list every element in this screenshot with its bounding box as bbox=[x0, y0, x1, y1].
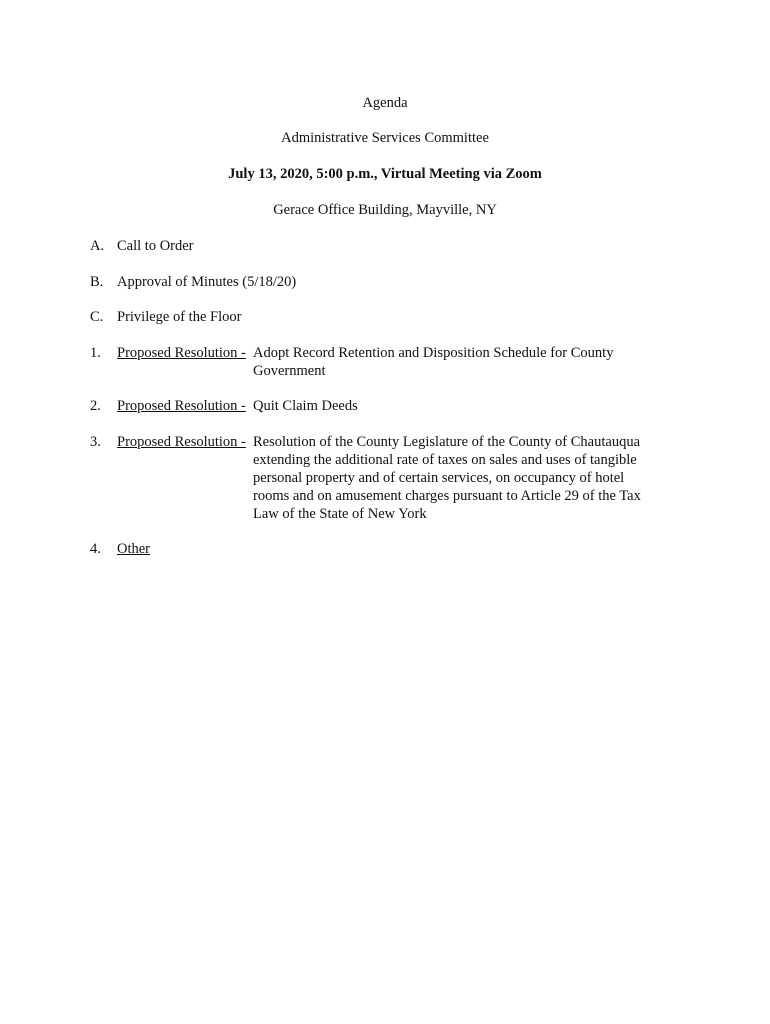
meeting-location: Gerace Office Building, Mayville, NY bbox=[273, 202, 497, 218]
resolution-prefix: Proposed Resolution - bbox=[117, 434, 246, 450]
resolution-line: Resolution of the County Legislature of the County of Chautauqua bbox=[253, 434, 641, 450]
item-marker: 3. bbox=[90, 434, 101, 450]
committee-name: Administrative Services Committee bbox=[281, 130, 489, 146]
item-marker: 1. bbox=[90, 345, 101, 361]
item-marker: 2. bbox=[90, 398, 101, 414]
resolution-prefix: Proposed Resolution - bbox=[117, 345, 246, 361]
resolution-line: Quit Claim Deeds bbox=[253, 398, 358, 414]
agenda-title: Agenda bbox=[362, 95, 408, 111]
item-text: Privilege of the Floor bbox=[117, 309, 242, 325]
resolution-prefix: Proposed Resolution - bbox=[117, 398, 246, 414]
resolution-line: personal property and of certain services, on occupancy of hotel bbox=[253, 470, 625, 486]
item-marker: 4. bbox=[90, 541, 101, 557]
resolution-line: Government bbox=[253, 363, 326, 379]
item-text: Other bbox=[117, 541, 151, 557]
resolution-line: rooms and on amusement charges pursuant to Article 29 of the Tax bbox=[253, 488, 641, 504]
item-marker: B. bbox=[90, 274, 104, 290]
resolution-description bbox=[253, 397, 673, 415]
resolution-description bbox=[253, 433, 673, 523]
item-marker: C. bbox=[90, 309, 104, 325]
resolution-line: Adopt Record Retention and Disposition Schedule for County bbox=[253, 345, 614, 361]
item-marker: A. bbox=[90, 238, 105, 254]
resolution-description bbox=[253, 344, 673, 380]
item-text: Approval of Minutes (5/18/20) bbox=[117, 274, 297, 290]
resolution-line: Law of the State of New York bbox=[253, 506, 427, 522]
item-text: Call to Order bbox=[117, 238, 194, 254]
resolution-line: extending the additional rate of taxes on sales and uses of tangible bbox=[253, 452, 637, 468]
meeting-date-time: July 13, 2020, 5:00 p.m., Virtual Meeting via Zoom bbox=[228, 166, 542, 182]
